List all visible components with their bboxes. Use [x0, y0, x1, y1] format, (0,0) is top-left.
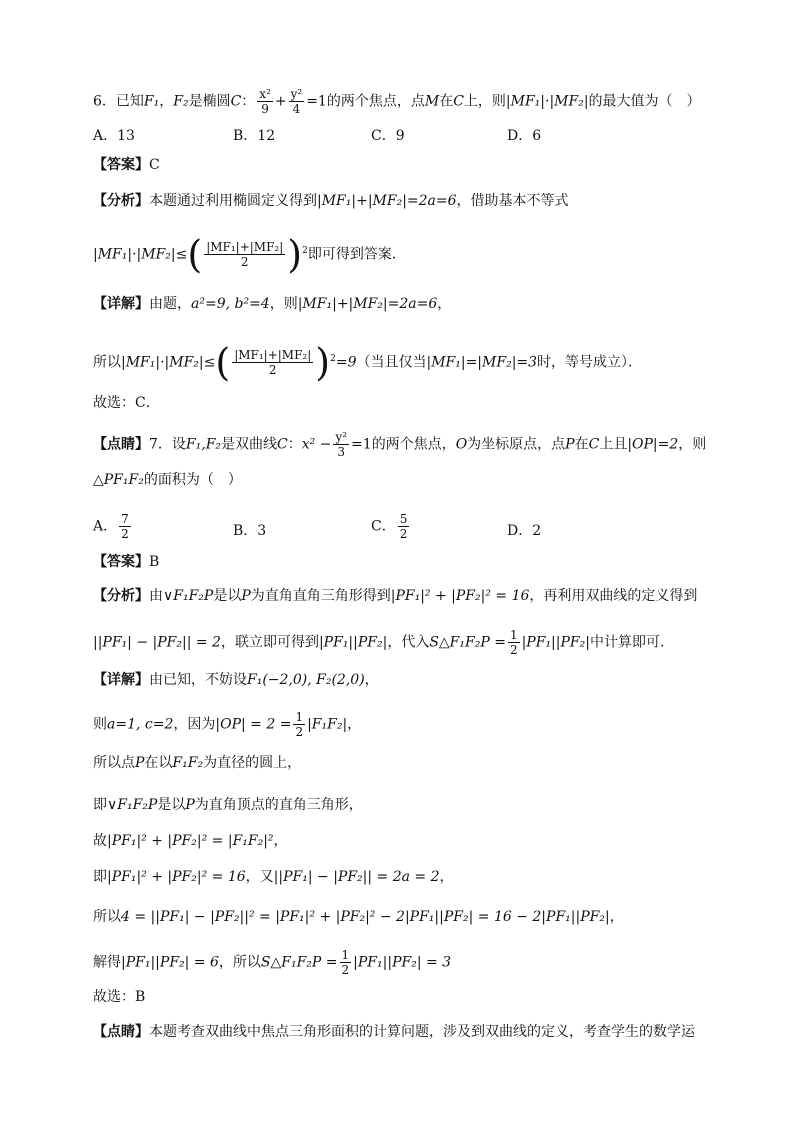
d2-expr: a=1, c=2 — [107, 716, 174, 733]
q7-x2: x² − — [301, 436, 332, 453]
q7-stem-2 — [93, 470, 754, 490]
answer-tag: 【答案】 — [93, 554, 149, 570]
d7-text-b: ， — [609, 909, 624, 925]
ineq-exp: 2 — [302, 245, 308, 256]
q6-option-c[interactable] — [371, 125, 405, 145]
comment-text: 本题考查双曲线中焦点三角形面积的计算问题，涉及到双曲线的定义，考查学生的数学运 — [149, 1024, 695, 1040]
opt-value: 6 — [532, 128, 542, 144]
q7-p: P — [565, 436, 575, 453]
q7-op: |OP|=2 — [627, 436, 679, 453]
d2-expr3: |F₁F₂| — [307, 716, 348, 733]
ineq-frac — [204, 240, 285, 269]
q6-option-a[interactable] — [93, 125, 135, 145]
an-expr4: |PF₁||PF₂| — [521, 634, 590, 651]
q6-f2: F₂ — [173, 93, 189, 110]
so-note-end: 时，等号成立）． — [537, 354, 643, 371]
d1-text-b: ， — [364, 672, 379, 688]
ineq-num: |MF₁|+|MF₂| — [206, 240, 284, 254]
paren-close: ) — [315, 340, 331, 385]
opt-frac — [398, 512, 410, 541]
d2-text-b: ，因为 — [173, 716, 216, 733]
d8-expr2: S△F₁F₂P = — [260, 954, 338, 971]
d3-p: P — [135, 755, 145, 771]
q6-x2: x² — [259, 87, 271, 101]
opt-value: 2 — [532, 523, 542, 539]
an-expr3: |PF₁||PF₂| — [318, 634, 388, 651]
an-expr: |PF₁|² + |PF₂|² = 16 — [390, 588, 530, 604]
opt-label: C． — [371, 518, 396, 535]
opt-label: A． — [93, 128, 118, 144]
q6-text-b: 是椭圆 — [188, 93, 231, 110]
answer-value: B — [149, 554, 160, 570]
choose-text: 故选：C． — [93, 395, 160, 411]
paren-open: ( — [187, 232, 203, 277]
d3-expr: F₁F₂ — [172, 755, 204, 771]
q6-number: 6． — [93, 93, 116, 110]
detail-expr2: |MF₁|+|MF₂|=2a=6 — [297, 296, 438, 312]
q7-text-d: 为坐标原点，点 — [467, 436, 566, 453]
ineq-den: 2 — [240, 255, 249, 269]
so-text: 所以 — [93, 354, 121, 371]
q6-nine: 9 — [261, 102, 269, 116]
analysis-tag: 【分析】 — [93, 193, 149, 209]
an-p: P — [241, 588, 251, 604]
d8-expr: |PF₁||PF₂| = 6 — [121, 954, 219, 971]
q7-detail-5 — [93, 831, 754, 851]
q6-frac-y — [289, 87, 305, 116]
opt-value: 12 — [257, 128, 276, 144]
opt-den: 2 — [121, 527, 129, 541]
q7-triangle: △PF₁F₂ — [93, 472, 144, 488]
detail-expr: a²=9, b²=4 — [191, 296, 270, 312]
q6-stem — [93, 87, 754, 116]
q7-y2: y² — [335, 430, 348, 444]
q7-detail-4 — [93, 795, 754, 815]
an-text-e: ，联立即可得到 — [220, 634, 319, 651]
analysis-tag: 【分析】 — [93, 588, 149, 604]
d8-expr3: |PF₁||PF₂| = 3 — [353, 954, 452, 971]
q7-o: O — [455, 436, 468, 453]
q6-option-d[interactable] — [507, 125, 541, 145]
d1-expr: F₁(−2,0), F₂(2,0) — [247, 672, 365, 688]
d4-text: 即 — [93, 797, 107, 813]
q6-f1: F₁ — [143, 93, 160, 110]
d6-text-c: ， — [439, 869, 454, 885]
q7-detail-3 — [93, 753, 754, 773]
q7-tag: 【点睛】 — [93, 436, 149, 453]
d2-expr2: |OP| = 2 = — [215, 716, 292, 733]
q7-option-c[interactable] — [371, 512, 411, 541]
so-note: （当且仅当 — [356, 354, 427, 371]
d2-half-den: 2 — [295, 725, 304, 739]
q7-text-g: ，则 — [678, 436, 707, 453]
answer-value: C — [149, 157, 160, 173]
q7-detail-1 — [93, 670, 754, 690]
paren-close: ) — [287, 232, 303, 277]
q6-comma: ， — [159, 93, 174, 110]
q7-frac-y — [333, 430, 349, 459]
q7-number: 7． — [149, 436, 172, 453]
q7-stem — [93, 430, 754, 459]
q7-text-h: 的面积为（ ） — [143, 472, 242, 488]
d6-expr: |PF₁|² + |PF₂|² = 16 — [107, 869, 246, 885]
d3-text-b: 在以 — [144, 755, 173, 771]
q6-text: 已知 — [115, 93, 144, 110]
opt-label: B． — [233, 128, 258, 144]
an-s: S△F₁F₂P = — [429, 634, 506, 651]
an-text-c: 为直角直角三角形得到 — [250, 588, 391, 604]
paren-open: ( — [215, 340, 231, 385]
d4-tri: ∨F₁F₂P — [107, 797, 158, 813]
opt-label: D． — [507, 523, 533, 539]
opt-num: 7 — [121, 512, 129, 526]
q6-so — [93, 340, 754, 385]
an-expr2: ||PF₁| − |PF₂|| = 2 — [93, 634, 221, 651]
analysis-text-c: 即可得到答案． — [307, 246, 406, 263]
q7-three: 3 — [337, 445, 346, 459]
d8-half-den: 2 — [341, 963, 350, 977]
ineq-left: |MF₁|·|MF₂|≤ — [93, 246, 188, 263]
an-text-b: 是以 — [213, 588, 242, 604]
d6-text: 即 — [93, 869, 107, 885]
q7-c2: C — [588, 436, 600, 453]
so-note-expr: |MF₁|=|MF₂|=3 — [426, 354, 538, 371]
q7-text-c: 的两个焦点， — [371, 436, 456, 453]
q6-text-c: 的两个焦点，点 — [326, 93, 425, 110]
q7-text-e: 在 — [574, 436, 589, 453]
q7-f12: F₁,F₂ — [185, 436, 222, 453]
so-frac — [232, 348, 313, 377]
an-text-f: ，代入 — [387, 634, 430, 651]
q6-prod: |MF₁|·|MF₂| — [505, 93, 589, 110]
opt-den: 2 — [399, 527, 408, 541]
q6-text-e: 上，则 — [463, 93, 506, 110]
d7-text: 所以 — [93, 909, 121, 925]
q7-comment — [93, 1022, 754, 1042]
d3-text-c: 为直径的圆上， — [203, 755, 302, 771]
so-ineq-left: |MF₁|·|MF₂|≤ — [121, 354, 216, 371]
q7-answer — [93, 552, 754, 572]
opt-value: 3 — [257, 523, 267, 539]
d6-expr2: ||PF₁| − |PF₂|| = 2a = 2 — [273, 869, 440, 885]
d6-text-b: ，又 — [245, 869, 274, 885]
q6-y2: y² — [290, 87, 303, 101]
analysis-text: 本题通过利用椭圆定义得到 — [149, 193, 317, 209]
q6-answer — [93, 155, 754, 175]
an-half — [508, 628, 520, 657]
an-text-d: ，再利用双曲线的定义得到 — [529, 588, 698, 604]
so-den: 2 — [268, 363, 277, 377]
d5-text: 故 — [93, 833, 107, 849]
d5-expr: |PF₁|² + |PF₂|² = |F₁F₂|² — [107, 833, 274, 849]
detail-text-c: ， — [437, 296, 452, 312]
opt-label: B． — [233, 523, 258, 539]
q7-text: 设 — [171, 436, 186, 453]
q7-text-b: 是双曲线 — [221, 436, 278, 453]
opt-value: 13 — [117, 128, 135, 144]
q6-frac-x — [257, 87, 273, 116]
q7-colon: ： — [287, 436, 302, 453]
d4-text-b: 是以 — [157, 797, 186, 813]
detail-tag: 【详解】 — [93, 672, 149, 688]
an-text-g: 中计算即可. — [589, 634, 665, 651]
q6-colon: ： — [241, 93, 256, 110]
d3-text: 所以点 — [93, 755, 135, 771]
opt-label: A． — [93, 518, 118, 535]
an-half-num: 1 — [509, 628, 518, 642]
opt-value: 9 — [395, 128, 405, 144]
d4-p: P — [185, 797, 195, 813]
opt-num: 5 — [399, 512, 408, 526]
q7-analysis — [93, 586, 754, 606]
q6-choose — [93, 393, 754, 413]
q7-detail-6 — [93, 867, 754, 887]
q7-detail-7 — [93, 907, 754, 927]
d8-text: 解得 — [93, 954, 121, 971]
q7-option-a[interactable] — [93, 512, 133, 541]
q6-eq1: =1 — [306, 93, 327, 110]
q6-text-f: 的最大值为（ ） — [588, 93, 701, 110]
q6-m: M — [424, 93, 440, 110]
q6-four: 4 — [292, 102, 301, 116]
analysis-text-b: ，借助基本不等式 — [456, 193, 569, 209]
q7-text-f: 上且 — [599, 436, 628, 453]
d2-half — [293, 710, 305, 739]
opt-label: C． — [371, 128, 396, 144]
q6-text-d: 在 — [439, 93, 454, 110]
q7-option-b[interactable] — [233, 520, 266, 540]
comment-tag: 【点睛】 — [93, 1024, 149, 1040]
answer-tag: 【答案】 — [93, 157, 149, 173]
d8-text-b: ，所以 — [218, 954, 261, 971]
opt-label: D． — [507, 128, 533, 144]
d2-half-num: 1 — [295, 710, 304, 724]
q6-inequality — [93, 232, 754, 277]
q7-c: C — [277, 436, 288, 453]
q7-eq1: =1 — [351, 436, 372, 453]
choose-text: 故选：B — [93, 989, 146, 1005]
so-num: |MF₁|+|MF₂| — [234, 348, 312, 362]
q6-c: C — [230, 93, 242, 110]
detail-text-b: ，则 — [269, 296, 298, 312]
an-tri: ∨F₁F₂P — [163, 588, 214, 604]
d8-half-num: 1 — [341, 948, 350, 962]
an-text: 由 — [149, 588, 163, 604]
d1-text: 由已知，不妨设 — [149, 672, 247, 688]
d2-text: 则 — [93, 716, 107, 733]
so-right: =9 — [335, 354, 357, 371]
an-half-den: 2 — [509, 643, 518, 657]
q7-analysis-2 — [93, 628, 754, 657]
q6-analysis — [93, 191, 754, 211]
q6-plus: + — [274, 93, 287, 110]
q6-option-b[interactable] — [233, 125, 275, 145]
so-exp: 2 — [330, 353, 336, 364]
opt-frac — [119, 512, 131, 541]
d5-text-b: ， — [273, 833, 288, 849]
detail-tag: 【详解】 — [93, 296, 149, 312]
q6-detail — [93, 294, 754, 314]
q7-option-d[interactable] — [507, 520, 541, 540]
detail-text: 由题， — [149, 296, 191, 312]
q6-c2: C — [453, 93, 464, 110]
d7-expr: 4 = ||PF₁| − |PF₂||² = |PF₁|² + |PF₂|² − 2|PF₁||PF₂| = 16 − 2|PF₁||PF₂| — [121, 909, 610, 925]
d2-text-c: ， — [347, 716, 362, 733]
d4-text-c: 为直角顶点的直角三角形， — [194, 797, 363, 813]
q7-detail-2 — [93, 710, 754, 739]
d8-half — [340, 948, 352, 977]
q7-choose — [93, 987, 754, 1007]
analysis-expr: |MF₁|+|MF₂|=2a=6 — [317, 193, 457, 209]
q7-detail-8 — [93, 948, 754, 977]
